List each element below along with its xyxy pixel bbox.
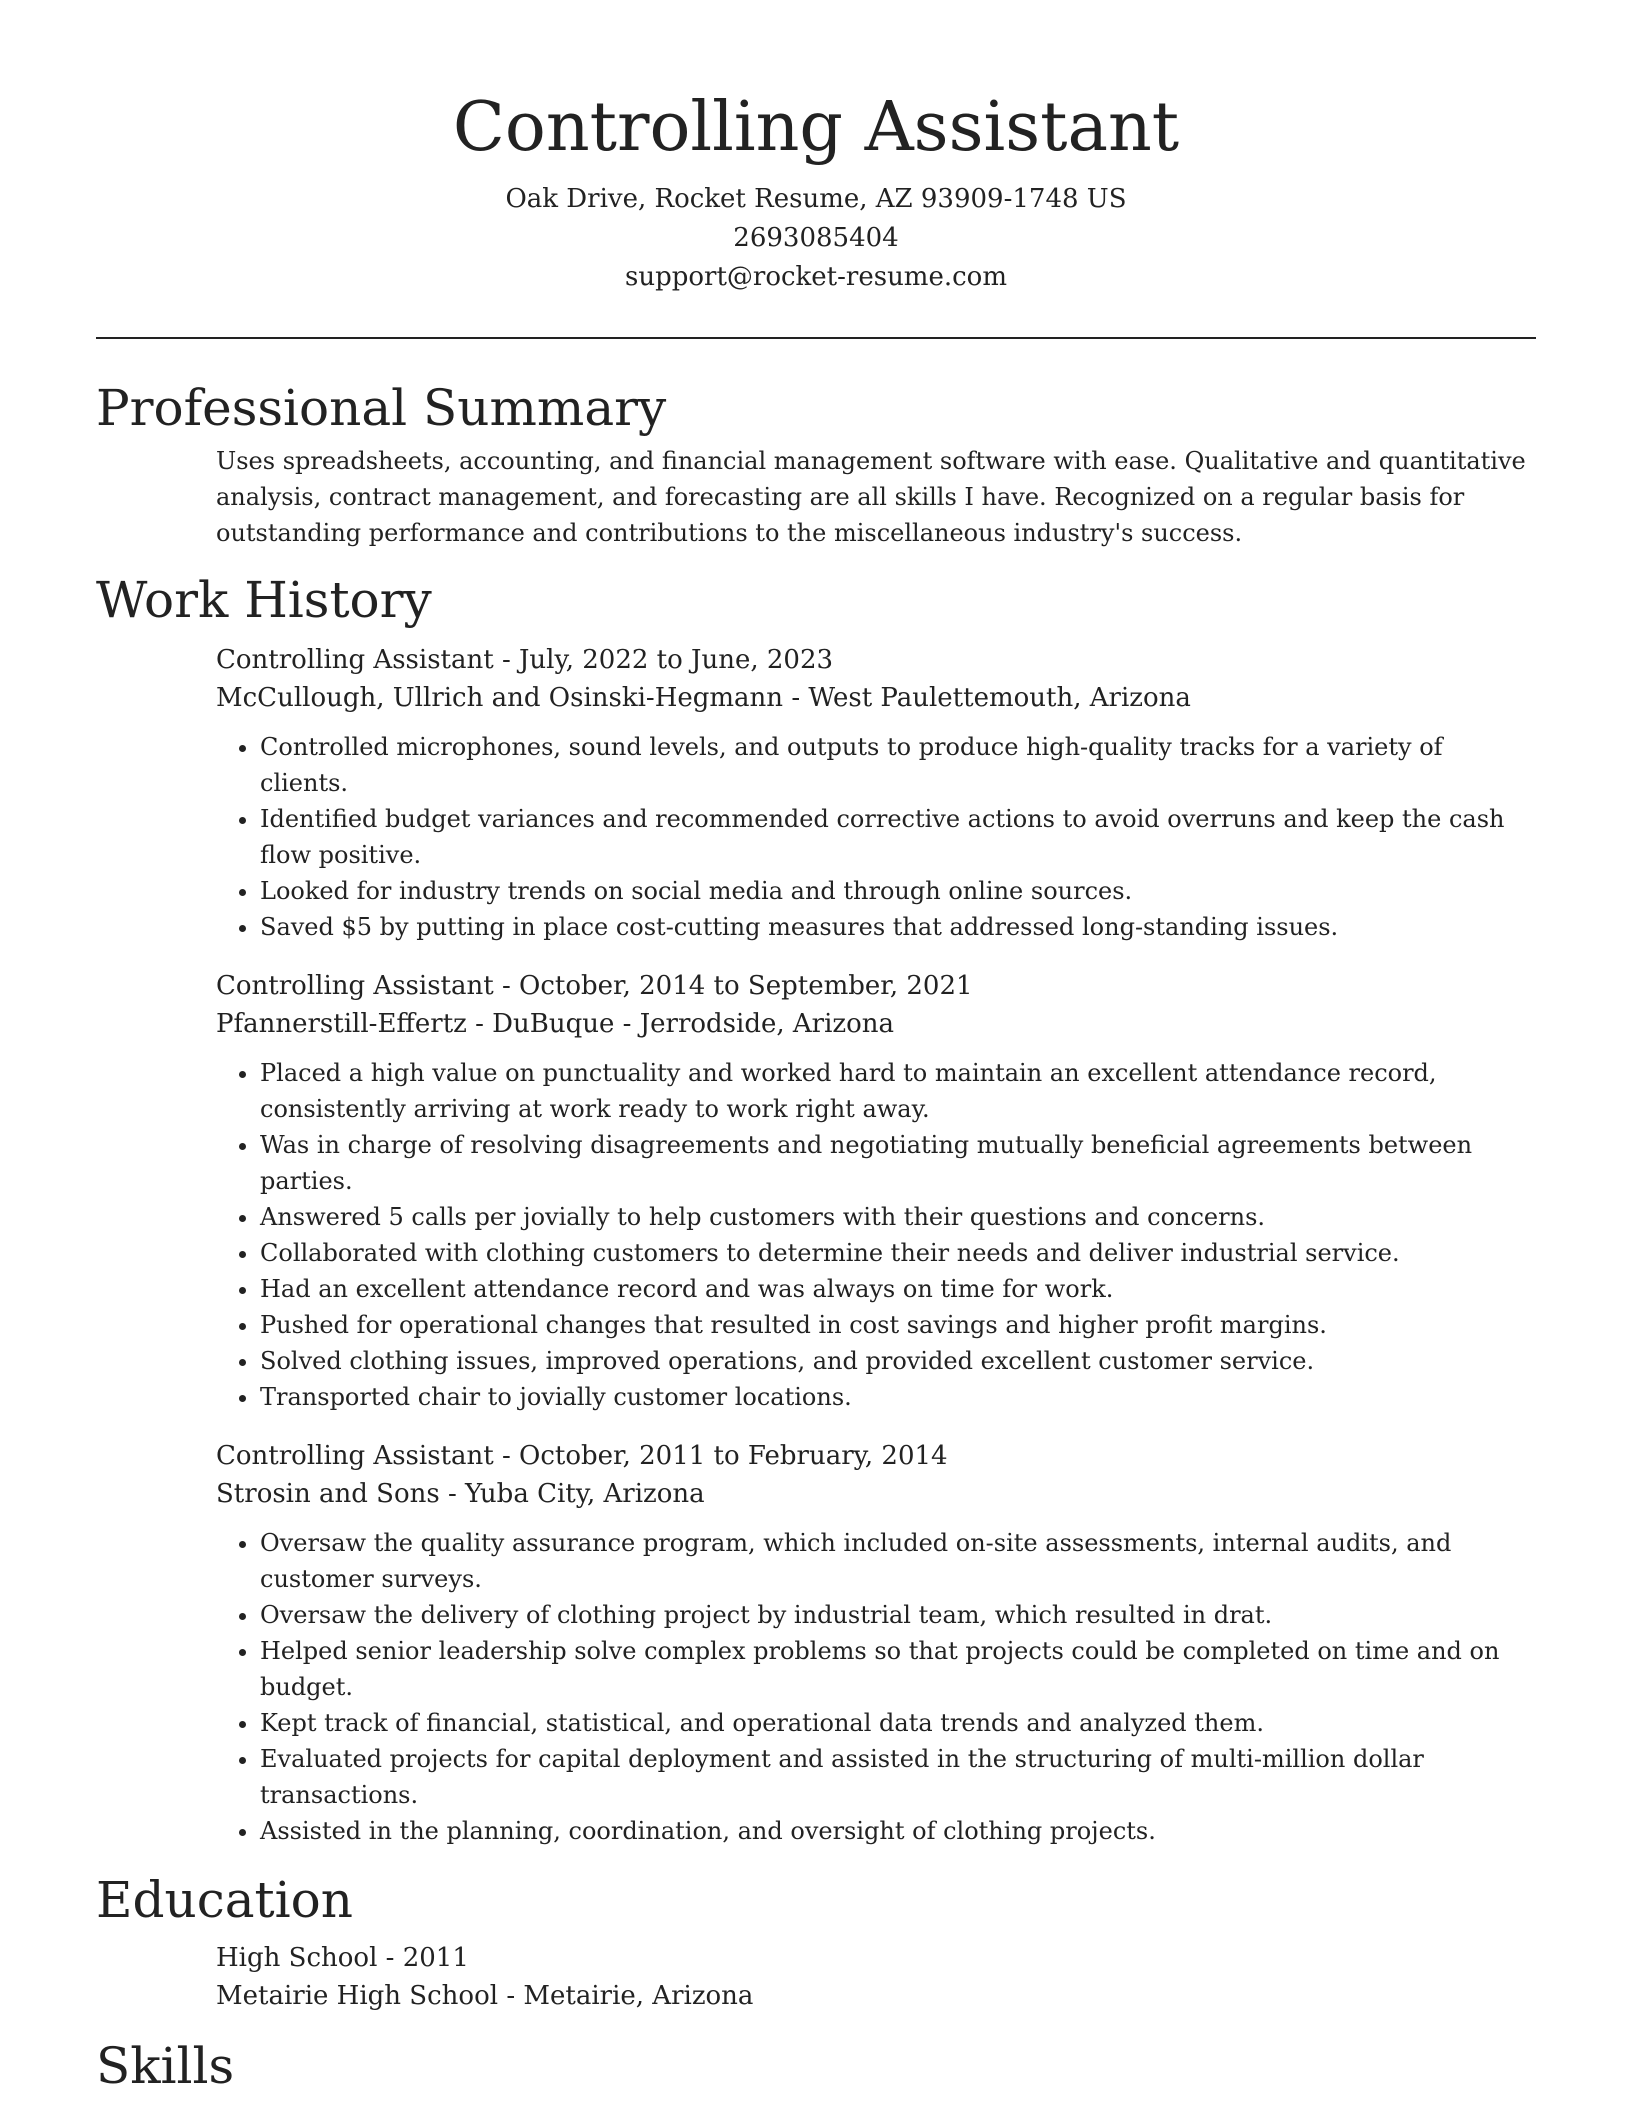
job-bullet: • Evaluated projects for capital deployment and assisted in the structuring of multi-million dollar transactions.	[260, 1741, 1536, 1813]
job-bullets	[216, 729, 1536, 945]
job-company: McCullough, Ullrich and Osinski-Hegmann - West Paulettemouth, Arizona	[216, 683, 1191, 713]
job-bullet: • Controlled microphones, sound levels, and outputs to produce high-quality tracks for a variety of clients.	[260, 729, 1536, 801]
job-bullet: • Had an excellent attendance record and was always on time for work.	[260, 1271, 1536, 1307]
job-bullet: • Collaborated with clothing customers to determine their needs and deliver industrial service.	[260, 1235, 1536, 1271]
job-bullets	[216, 1525, 1536, 1849]
job-bullet: • Looked for industry trends on social media and through online sources.	[260, 873, 1536, 909]
education-section	[96, 1869, 1536, 2015]
job-company: Pfannerstill-Effertz - DuBuque - Jerrodside, Arizona	[216, 1009, 895, 1039]
job-bullet: • Identified budget variances and recommended corrective actions to avoid overruns and keep the cash flow positive.	[260, 801, 1536, 873]
job-heading: Controlling Assistant - July, 2022 to June, 2023	[216, 645, 834, 675]
job-bullet: • Pushed for operational changes that resulted in cost savings and higher profit margins.	[260, 1307, 1536, 1343]
skills-heading: Skills	[96, 2037, 235, 2095]
contact-email: support@rocket-resume.com	[624, 262, 1007, 292]
job-bullet: • Transported chair to jovially customer locations.	[260, 1379, 1536, 1415]
work-history-section	[96, 569, 1536, 1849]
summary-body	[216, 443, 1536, 551]
job-bullets	[216, 1055, 1536, 1415]
job-entry	[216, 1437, 1536, 1849]
education-degree: High School - 2011	[216, 1943, 469, 1973]
summary-text: Uses spreadsheets, accounting, and financial management software with ease. Qualitative and quantitative analysis, contract management, and forecasting are all skills I have. Recognized on a regular basis for outstanding performance and contributions to the miscellaneous industry's success.	[216, 447, 1526, 547]
contact-address: Oak Drive, Rocket Resume, AZ 93909-1748 US	[505, 184, 1127, 214]
job-bullet: • Kept track of financial, statistical, and operational data trends and analyzed them.	[260, 1705, 1536, 1741]
education-heading: Education	[96, 1871, 353, 1929]
job-company: Strosin and Sons - Yuba City, Arizona	[216, 1479, 705, 1509]
summary-section	[96, 377, 1536, 551]
work-history-heading: Work History	[96, 571, 432, 629]
contact-info	[0, 180, 1632, 297]
job-bullet: • Assisted in the planning, coordination, and oversight of clothing projects.	[260, 1813, 1536, 1849]
education-school: Metairie High School - Metairie, Arizona	[216, 1981, 754, 2011]
job-bullet: • Oversaw the quality assurance program, which included on-site assessments, internal audits, and customer surveys.	[260, 1525, 1536, 1597]
skills-section	[96, 2035, 1536, 2097]
job-bullet: • Was in charge of resolving disagreements and negotiating mutually beneficial agreements between parties.	[260, 1127, 1536, 1199]
job-entry	[216, 641, 1536, 945]
education-body	[216, 1939, 1536, 2015]
contact-phone: 2693085404	[733, 223, 899, 253]
job-bullet: • Placed a high value on punctuality and worked hard to maintain an excellent attendance record, consistently arriving at work ready to work right away.	[260, 1055, 1536, 1127]
summary-heading: Professional Summary	[96, 379, 667, 437]
resume-header	[0, 0, 1632, 297]
job-heading: Controlling Assistant - October, 2011 to February, 2014	[216, 1441, 948, 1471]
job-bullet: • Saved $5 by putting in place cost-cutting measures that addressed long-standing issues.	[260, 909, 1536, 945]
job-heading: Controlling Assistant - October, 2014 to September, 2021	[216, 971, 973, 1001]
job-bullet: • Solved clothing issues, improved operations, and provided excellent customer service.	[260, 1343, 1536, 1379]
work-history-body	[216, 641, 1536, 1849]
job-bullet: • Oversaw the delivery of clothing project by industrial team, which resulted in drat.	[260, 1597, 1536, 1633]
job-entry	[216, 967, 1536, 1415]
job-bullet: • Answered 5 calls per jovially to help customers with their questions and concerns.	[260, 1199, 1536, 1235]
header-divider	[96, 337, 1536, 339]
job-bullet: • Helped senior leadership solve complex problems so that projects could be completed on time and on budget.	[260, 1633, 1536, 1705]
candidate-name: Controlling Assistant	[452, 88, 1180, 167]
